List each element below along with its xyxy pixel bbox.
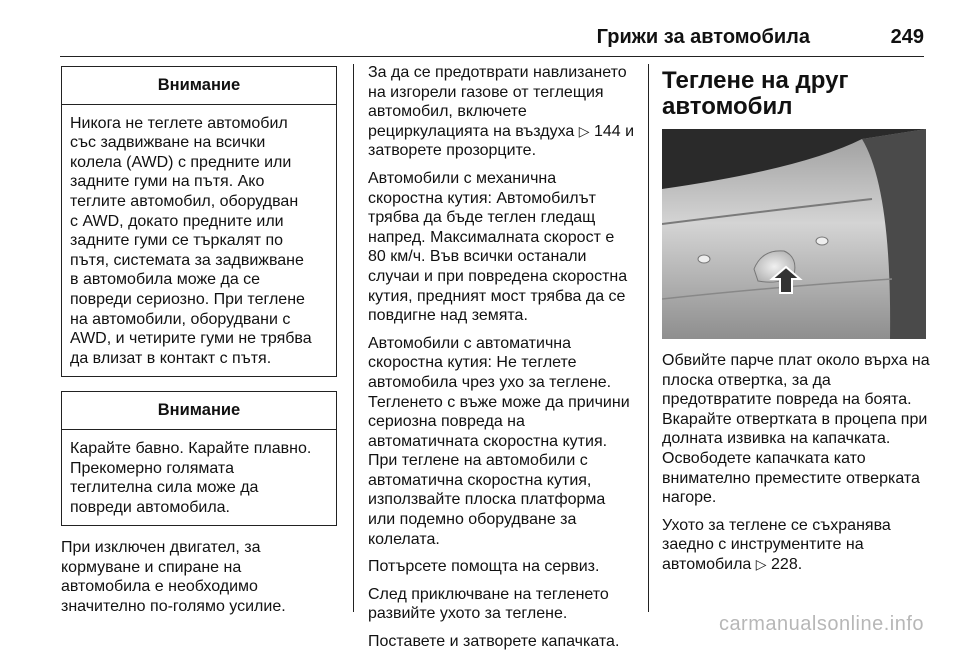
warning-box-drive-slowly [61, 391, 337, 526]
bumper-illustration [662, 129, 926, 339]
text-line: За да се предотврати навлизането [368, 64, 627, 81]
warning-line: с AWD, докато предните или [70, 212, 284, 230]
text-line: Тегленето с въже може да причини [368, 393, 630, 411]
text-line: скоростна кутия: Автомобилът [368, 189, 596, 207]
text-line: значително по-голямо усилие. [61, 598, 286, 616]
middle-column [368, 63, 636, 660]
warning-line: в автомобила може да се [70, 271, 261, 289]
warning-line: повреди сериозно. При теглене [70, 290, 305, 308]
text-line: скоростна кутия: Не теглете [368, 354, 577, 372]
warning-title: Внимание [62, 392, 336, 430]
page-reference[interactable]: 144 и [594, 122, 635, 140]
paragraph-steering-effort [61, 538, 337, 616]
warning-line: Карайте бавно. Карайте плавно. [70, 439, 312, 457]
text-line: автоматична скоростна кутия, [368, 471, 592, 489]
warning-line: Никога не теглете автомобил [70, 114, 288, 132]
warning-line: със задвижване на всички [70, 134, 266, 152]
text-line: напред. Максималната скорост е [368, 228, 615, 246]
text-line: кормуване и спиране на [61, 558, 242, 576]
warning-box-awd [61, 66, 337, 377]
header-rule [60, 56, 924, 57]
text-line: Автомобили с автоматична [368, 334, 572, 352]
warning-line: на автомобили, оборудвани с [70, 310, 291, 328]
warning-line: задните гуми се търкалят по [70, 232, 284, 250]
text-line: Ухото за теглене се съхранява [662, 516, 891, 534]
text-line: на изгорели газове от теглещия [368, 83, 604, 101]
triangle-pointer-icon: ▷ [755, 555, 767, 572]
title-line: Теглене на друг [662, 67, 849, 94]
text-line: плоска отвертка, за да [662, 371, 831, 389]
paragraph-automatic-transmission [368, 334, 636, 550]
text-fragment: автомобила [662, 555, 752, 573]
warning-line: повреди автомобила. [70, 498, 230, 516]
right-column [662, 66, 930, 583]
text-line: автомобила чрез ухо за теглене. [368, 373, 612, 391]
text-line: случаи и при повредена скоростна [368, 267, 628, 285]
paragraph-screwdriver [662, 351, 930, 508]
text-line: Потърсете помощта на сервиз. [368, 558, 600, 576]
text-line: След приключване на тегленето [368, 585, 609, 603]
text-line: сериозна повреда на [368, 413, 525, 431]
text-line: Автомобили с механична [368, 169, 557, 187]
page-reference[interactable]: 228. [771, 555, 803, 573]
text-line: автомобила е необходимо [61, 578, 258, 596]
column-divider-right [648, 64, 649, 612]
warning-line: теглителна сила може да [70, 479, 259, 497]
triangle-pointer-icon: ▷ [578, 122, 590, 139]
text-fragment: рециркулацията на въздуха [368, 122, 575, 140]
paragraph-manual-transmission [368, 169, 636, 326]
warning-line: теглите автомобил, оборудван [70, 192, 299, 210]
text-line: трябва да бъде теглен гледащ [368, 209, 596, 227]
text-line: използвайте плоска платформа [368, 491, 606, 509]
text-line: автомобил, включете [368, 103, 527, 121]
text-line-with-ref [662, 555, 926, 575]
text-line: повдигне над земята. [368, 307, 528, 325]
text-line: автоматичната скоростна кутия. [368, 432, 608, 450]
section-title [662, 68, 926, 120]
text-line: заедно с инструментите на [662, 536, 864, 554]
title-line: автомобил [662, 93, 793, 120]
warning-line: задните гуми на пътя. Ако [70, 173, 265, 191]
text-line-with-ref [368, 122, 636, 142]
text-line: внимателно преместите отверката [662, 469, 920, 487]
paragraph-exhaust [368, 63, 636, 161]
paragraph-unscrew-eye [368, 585, 636, 624]
text-line: развийте ухото за теглене. [368, 605, 568, 623]
text-line: Освободете капачката като [662, 449, 866, 467]
text-line: 80 км/ч. Във всички останали [368, 248, 587, 266]
warning-line: пътя, системата за задвижване [70, 251, 304, 269]
text-line: долната извивка на капачката. [662, 430, 891, 448]
bumper-tow-cap-photo [662, 129, 926, 339]
warning-text [62, 105, 336, 377]
text-line: Поставете и затворете капачката. [368, 633, 620, 651]
text-line: затворете прозорците. [368, 142, 537, 160]
warning-line: колела (AWD) с предните или [70, 153, 292, 171]
warning-line: AWD, и четирите гуми не трябва [70, 330, 312, 348]
text-line: При изключен двигател, за [61, 539, 261, 557]
text-line: или подемно оборудване за [368, 511, 577, 529]
watermark: carmanualsonline.info [718, 613, 924, 635]
text-line: нагоре. [662, 489, 717, 507]
warning-title: Внимание [62, 67, 336, 105]
text-line: предотвратите повреда на боята. [662, 391, 912, 409]
text-line: кутия, предният мост трябва да се [368, 287, 626, 305]
warning-line: Прекомерно голямата [70, 459, 234, 477]
text-line: Вкарайте отвертката в процепа при [662, 410, 928, 428]
text-line: колелата. [368, 530, 440, 548]
paragraph-service [368, 557, 636, 577]
warning-text [62, 430, 336, 525]
left-column [61, 66, 337, 625]
paragraph-tow-eye-storage [662, 516, 926, 575]
text-line: При теглене на автомобили с [368, 452, 588, 470]
text-line: Обвийте парче плат около върха на [662, 352, 930, 369]
page-header-title: Грижи за автомобила [596, 26, 810, 48]
column-divider-left [353, 64, 354, 612]
page-number: 249 [890, 26, 924, 48]
warning-line: да влизат в контакт с пътя. [70, 349, 272, 367]
